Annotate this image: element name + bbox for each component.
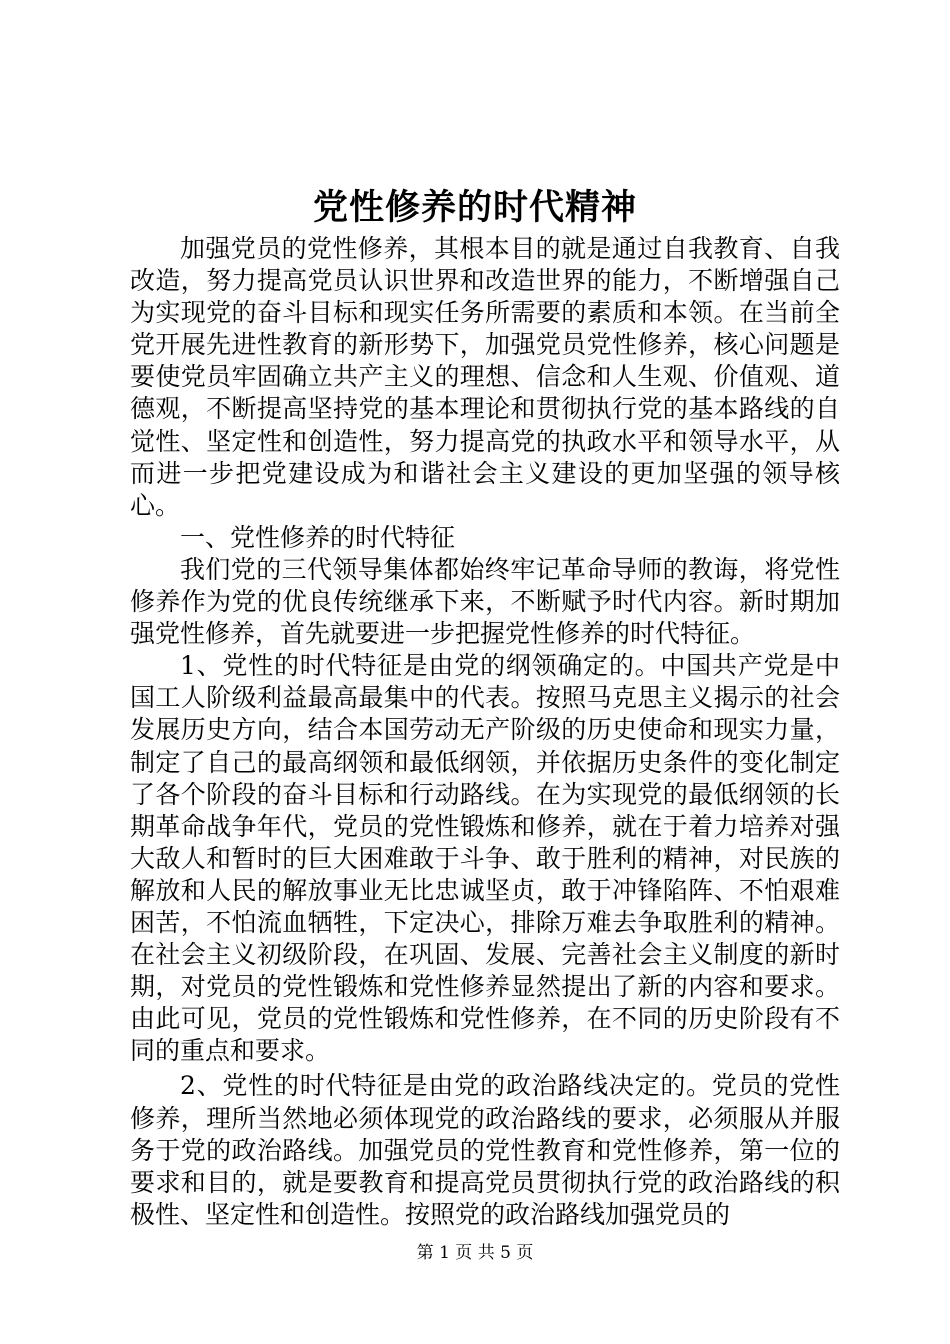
document-title: 党性修养的时代精神: [312, 187, 637, 228]
paragraph-section-1-intro: 我们党的三代领导集体都始终牢记革命导师的教诲，将党性修养作为党的优良传统继承下来，不断赋予时代内容。新时期加强党性修养，首先就要进一步把握党性修养的时代特征。: [130, 554, 840, 649]
document-body: [130, 233, 840, 1231]
section-heading-1: 一、党性修养的时代特征: [180, 522, 456, 552]
paragraph-point-1: 1、党性的时代特征是由党的纲领确定的。中国共产党是中国工人阶级利益最高最集中的代表。按照马克思主义揭示的社会发展历史方向，结合本国劳动无产阶级的历史使命和现实力量，制定了自己的最高纲领和最低纲领，并依据历史条件的变化制定了各个阶段的奋斗目标和行动路线。在为实现党的最低纲领的长期革命战争年代，党员的党性锻炼和修养，就在于着力培养对强大敌人和暂时的巨大困难敢于斗争、敢于胜利的精神，对民族的解放和人民的解放事业无比忠诚坚贞，敢于冲锋陷阵、不怕艰难困苦，不怕流血牺牲，下定决心，排除万难去争取胜利的精神。在社会主义初级阶段，在巩固、发展、完善社会主义制度的新时期，对党员的党性锻炼和党性修养显然提出了新的内容和要求。由此可见，党员的党性锻炼和党性修养，在不同的历史阶段有不同的重点和要求。: [130, 651, 840, 1066]
page-footer: 第 1 页 共 5 页: [416, 1243, 534, 1263]
paragraph-point-2: 2、党性的时代特征是由党的政治路线决定的。党员的党性修养，理所当然地必须体现党的政治路线的要求，必须服从并服务于党的政治路线。加强党员的党性教育和党性修养，第一位的要求和目的，就是要教育和提高党员贯彻执行党的政治路线的积极性、坚定性和创造性。按照党的政治路线加强党员的: [130, 1071, 840, 1229]
paragraph-intro: 加强党员的党性修养，其根本目的就是通过自我教育、自我改造，努力提高党员认识世界和改造世界的能力，不断增强自己为实现党的奋斗目标和现实任务所需要的素质和本领。在当前全党开展先进性教育的新形势下，加强党员党性修养，核心问题是要使党员牢固确立共产主义的理想、信念和人生观、价值观、道德观，不断提高坚持党的基本理论和贯彻执行党的基本路线的自觉性、坚定性和创造性，努力提高党的执政水平和领导水平，从而进一步把党建设成为和谐社会主义建设的更加坚强的领导核心。: [130, 234, 840, 520]
